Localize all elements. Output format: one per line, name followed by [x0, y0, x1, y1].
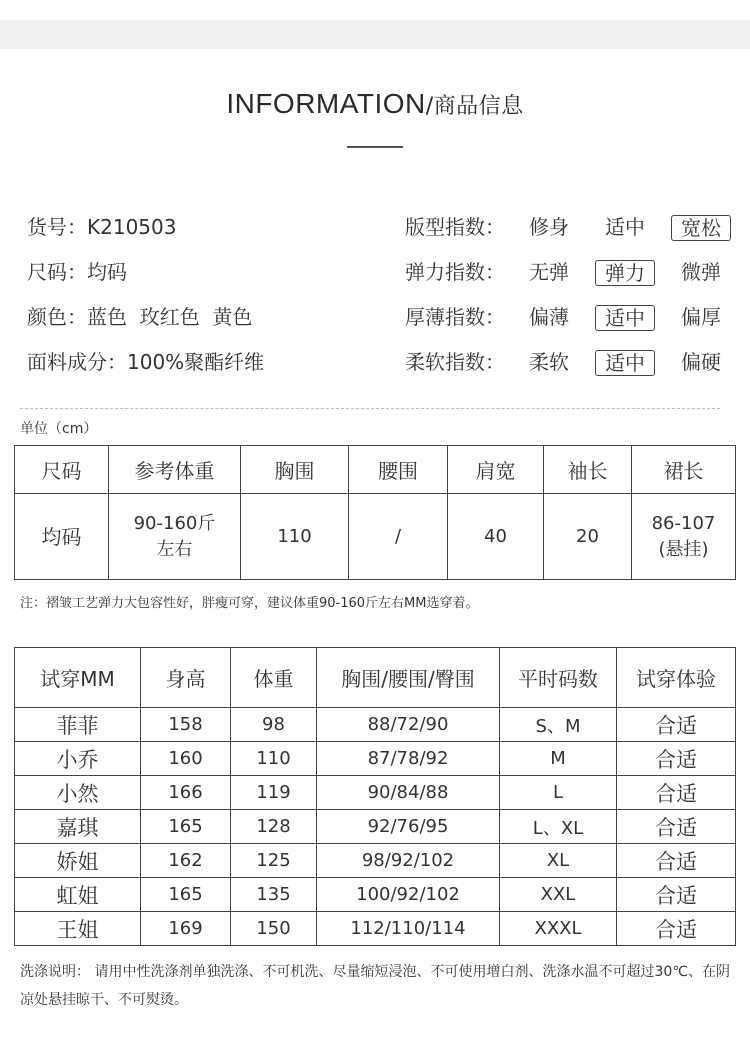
index-option: 偏硬 — [681, 350, 721, 374]
column-header: 胸围/腰围/臀围 — [317, 648, 500, 708]
unit-label: 单位（cm） — [20, 421, 98, 437]
table-row — [15, 708, 736, 742]
table-cell: 合适 — [617, 844, 736, 878]
table-cell: 小乔 — [15, 742, 141, 776]
wash-instructions: 洗涤说明： 请用中性洗涤剂单独洗涤、不可机洗、尽量缩短浸泡、不可使用增白剂、洗涤水温不可超过30℃、在阴凉处悬挂晾干、不可熨烫。 — [20, 964, 730, 1008]
table-row — [15, 810, 736, 844]
table-cell: 40 — [448, 494, 544, 580]
table-cell: 嘉琪 — [15, 810, 141, 844]
column-header: 参考体重 — [109, 446, 241, 494]
table-cell: XL — [500, 844, 617, 878]
table-cell: 158 — [141, 708, 231, 742]
column-header: 试穿MM — [15, 648, 141, 708]
index-option-selected: 适中 — [595, 350, 655, 376]
section-divider — [20, 408, 720, 409]
title-chinese: /商品信息 — [425, 94, 524, 119]
table-cell: 165 — [141, 810, 231, 844]
index-option: 修身 — [529, 215, 569, 239]
info-item-sku — [27, 210, 264, 255]
info-label: 尺码： — [27, 260, 87, 284]
table-cell: / — [349, 494, 448, 580]
table-row — [15, 742, 736, 776]
index-option: 偏薄 — [529, 305, 569, 329]
table-row — [15, 776, 736, 810]
index-option: 微弹 — [681, 260, 721, 284]
table-cell: 87/78/92 — [317, 742, 500, 776]
table-cell: 98/92/102 — [317, 844, 500, 878]
product-info-left — [27, 210, 264, 390]
column-header: 体重 — [231, 648, 317, 708]
top-banner-strip — [0, 0, 750, 49]
info-item-size — [27, 255, 264, 300]
table-cell: 娇姐 — [15, 844, 141, 878]
section-title — [0, 88, 750, 120]
table-cell: 135 — [231, 878, 317, 912]
info-value: 蓝色 玫红色 黄色 — [87, 305, 253, 329]
table-cell: 86-107 (悬挂) — [632, 494, 736, 580]
table-cell: 合适 — [617, 810, 736, 844]
table-cell: 90/84/88 — [317, 776, 500, 810]
table-cell: 合适 — [617, 742, 736, 776]
column-header: 平时码数 — [500, 648, 617, 708]
table-row — [15, 912, 736, 946]
table-cell: 150 — [231, 912, 317, 946]
size-chart-table — [14, 445, 736, 580]
info-item-fabric — [27, 345, 264, 390]
column-header: 试穿体验 — [617, 648, 736, 708]
table-cell: 20 — [544, 494, 632, 580]
table-row — [15, 494, 736, 580]
info-value: K210503 — [87, 215, 177, 239]
table-cell: 125 — [231, 844, 317, 878]
index-option-selected: 弹力 — [595, 260, 655, 286]
info-value: 均码 — [87, 260, 127, 284]
table-cell: 合适 — [617, 708, 736, 742]
table-row — [15, 878, 736, 912]
column-header: 肩宽 — [448, 446, 544, 494]
table-cell: 均码 — [15, 494, 109, 580]
index-label: 弹力指数： — [405, 260, 505, 284]
table-cell: L — [500, 776, 617, 810]
table-cell: 92/76/95 — [317, 810, 500, 844]
table-cell: 165 — [141, 878, 231, 912]
table-cell: XXXL — [500, 912, 617, 946]
table-cell: 合适 — [617, 912, 736, 946]
table-cell: 160 — [141, 742, 231, 776]
index-option: 适中 — [605, 215, 645, 239]
index-label: 厚薄指数： — [405, 305, 505, 329]
index-option: 无弹 — [529, 260, 569, 284]
index-label: 柔软指数： — [405, 350, 505, 374]
table-cell: 169 — [141, 912, 231, 946]
table-cell: L、XL — [500, 810, 617, 844]
table-cell: 合适 — [617, 776, 736, 810]
info-label: 面料成分： — [27, 350, 127, 374]
info-label: 颜色： — [27, 305, 87, 329]
index-option: 柔软 — [529, 350, 569, 374]
table-cell: 合适 — [617, 878, 736, 912]
column-header: 袖长 — [544, 446, 632, 494]
table-header-row — [15, 648, 736, 708]
table-cell: 110 — [231, 742, 317, 776]
table-cell: 虹姐 — [15, 878, 141, 912]
table-cell: 小然 — [15, 776, 141, 810]
table-cell: 100/92/102 — [317, 878, 500, 912]
info-item-color — [27, 300, 264, 345]
column-header: 尺码 — [15, 446, 109, 494]
column-header: 腰围 — [349, 446, 448, 494]
fit-note: 注：褶皱工艺弹力大包容性好，胖瘦可穿，建议体重90-160斤左右MM选穿着。 — [20, 596, 479, 611]
title-english: INFORMATION — [226, 88, 426, 119]
index-option-selected: 适中 — [595, 305, 655, 331]
try-on-table — [14, 647, 736, 946]
table-header-row — [15, 446, 736, 494]
column-header: 胸围 — [241, 446, 349, 494]
table-cell: 166 — [141, 776, 231, 810]
info-value: 100%聚酯纤维 — [127, 350, 265, 374]
table-cell: 119 — [231, 776, 317, 810]
table-cell: 王姐 — [15, 912, 141, 946]
index-label: 版型指数： — [405, 215, 505, 239]
table-row — [15, 844, 736, 878]
table-cell: 88/72/90 — [317, 708, 500, 742]
table-cell: S、M — [500, 708, 617, 742]
title-underline — [347, 146, 403, 148]
table-cell: XXL — [500, 878, 617, 912]
table-cell: 98 — [231, 708, 317, 742]
table-cell: 128 — [231, 810, 317, 844]
index-option: 偏厚 — [681, 305, 721, 329]
column-header: 身高 — [141, 648, 231, 708]
table-cell: M — [500, 742, 617, 776]
table-cell: 162 — [141, 844, 231, 878]
info-label: 货号： — [27, 215, 87, 239]
table-cell: 90-160斤 左右 — [109, 494, 241, 580]
column-header: 裙长 — [632, 446, 736, 494]
table-cell: 110 — [241, 494, 349, 580]
table-cell: 菲菲 — [15, 708, 141, 742]
table-cell: 112/110/114 — [317, 912, 500, 946]
index-option-selected: 宽松 — [671, 215, 731, 241]
